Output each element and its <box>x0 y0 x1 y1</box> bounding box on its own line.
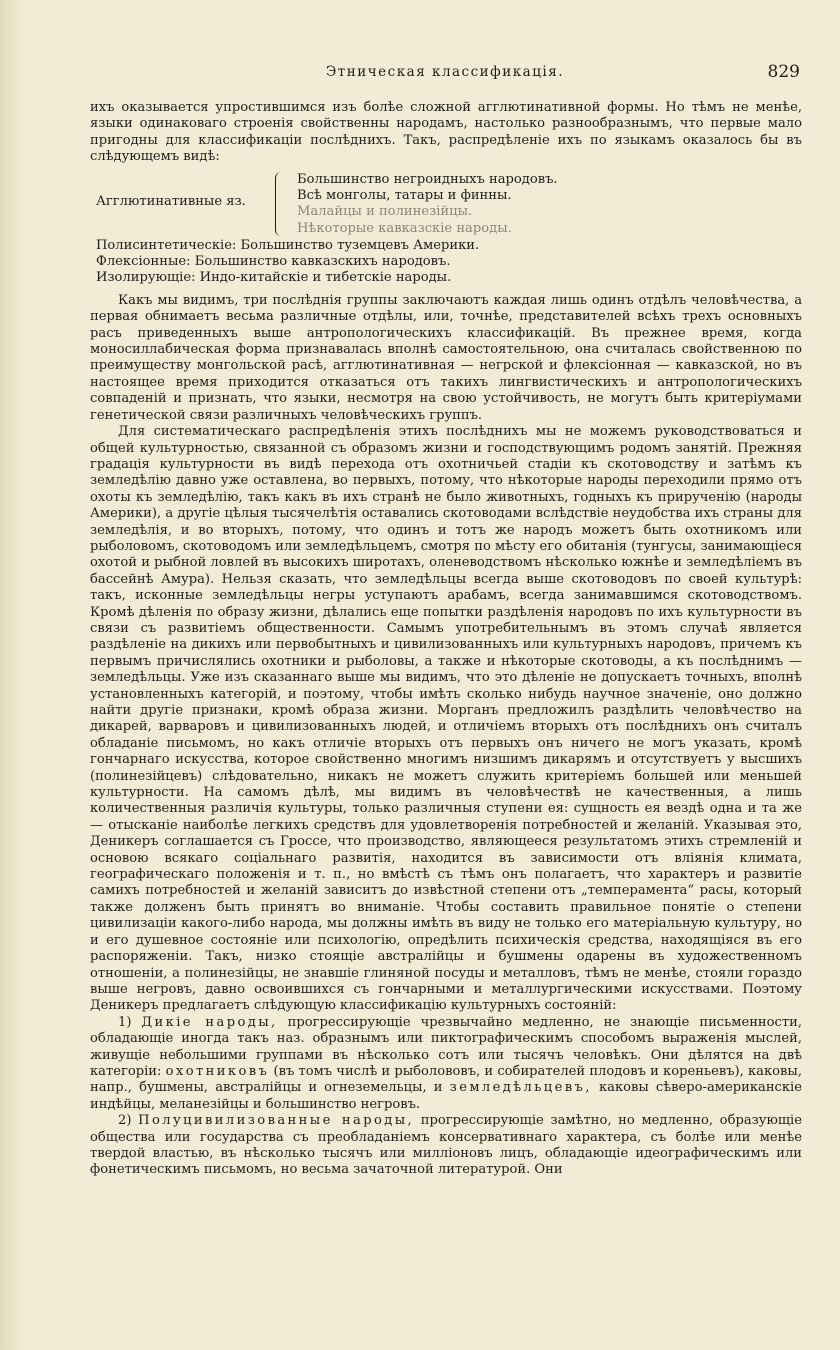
polysynthetic-line: Полисинтетическіе: Большинство туземцевъ Америки. <box>96 237 480 253</box>
agglutinative-group <box>90 172 802 238</box>
page-body <box>90 100 802 1179</box>
page-header <box>90 62 800 86</box>
flexional-line: Флексіонные: Большинство кавказскихъ народовъ. <box>96 254 451 270</box>
list-item: Всѣ монголы, татары и финны. <box>297 188 512 204</box>
item-term-hunters: охотниковъ <box>165 1063 270 1079</box>
paragraph-culture: Для систематическаго распредѣленія этихъ послѣднихъ мы не можемъ руководствоваться и общей культурностью, связанной съ образомъ жизни и господствующимъ родомъ занятій. Прежняя градація культурности въ видѣ перехода отъ охотничьей стадіи къ скотоводству и затѣмъ къ земледѣлію давно уже оставлена, во первыхъ, потому, что нѣкоторые народы переходили прямо отъ охоты къ земледѣлію, такъ какъ въ ихъ странѣ не было животныхъ, годныхъ къ прирученію (народы Америки), а другіе цѣлыя тысячелѣтія оставались скотоводами вслѣдствіе неудобства ихъ страны для земледѣлія, и во вторыхъ, потому, что одинъ и тотъ же народъ можетъ быть охотникомъ или рыболовомъ, скотоводомъ или земледѣльцемъ, смотря по мѣсту его обитанія (тунгусы, занимающіеся охотой и рыбной ловлей въ высокихъ широтахъ, оленеводствомъ нѣсколько южнѣе и земледѣліемъ въ бассейнѣ Амура). Нельзя сказать, что земледѣльцы всегда выше скотоводовъ по своей культурѣ: такъ, исконные земледѣльцы негры уступаютъ арабамъ, всегда занимавшимся скотоводствомъ. Кромѣ дѣленія по образу жизни, дѣлались еще попытки раздѣленія народовъ по ихъ культурности въ связи съ развитіемъ общественности. Самымъ употребительнымъ въ этомъ случаѣ является раздѣленіе на дикихъ или первобытныхъ и цивилизованныхъ или культурныхъ народовъ, причемъ къ первымъ причислялись охотники и рыболовы, а также и нѣкоторые скотоводы, а къ послѣднимъ — земледѣльцы. Уже изъ сказаннаго выше мы видимъ, что это дѣленіе не допускаетъ точныхъ, вполнѣ установленныхъ категорій, и поэтому, чтобы имѣть сколько нибудь научное значеніе, оно должно найти другіе признаки, кромѣ образа жизни. Морганъ предложилъ раздѣлить человѣчество на дикарей, варваровъ и цивилизованныхъ людей, и отличіемъ вторыхъ отъ послѣднихъ онъ считалъ обладаніе письмомъ, но какъ отличіе вторыхъ отъ первыхъ онъ ничего не могъ указать, кромѣ гончарнаго искусства, которое свойственно многимъ низшимъ дикарямъ и отсутствуетъ у высшихъ (полинезійцевъ) слѣдовательно, никакъ не можетъ служить критеріемъ большей или меньшей культурности. На самомъ дѣлѣ, мы видимъ въ человѣчествѣ не качественныя, а лишь количественныя различія культуры, только различныя ступени ея: сущность ея вездѣ одна и та же — отысканіе наиболѣе легкихъ средствъ для удовлетворенія потребностей и желаній. Указывая это, Деникеръ соглашается съ Гроссе, что производство, являющееся результатомъ этихъ стремленій и основою всякаго соціальнаго развитія, находится въ зависимости отъ вліянія климата, географическаго положенія и т. п., но вмѣстѣ съ тѣмъ онъ полагаетъ, что характеръ и развитіе самихъ потребностей и желаній зависитъ до извѣстной степени отъ „темперамента“ расы, который также долженъ быть принятъ во вниманіе. Чтобы составить правильное понятіе о степени цивилизаціи какого-либо народа, мы должны имѣть въ виду не только его матеріальную культуру, но и его душевное состояніе или психологію, опредѣлить психическія средства, находящіяся въ его распоряженіи. Такъ, низко стоящіе австралійцы и бушмены одарены въ художественномъ отношеніи, а полинезійцы, не знавшіе глиняной посуды и металловъ, тѣмъ не менѣе, стояли гораздо выше негровъ, давно освоившихся съ гончарными и металлургическими искусствами. Поэтому Деникеръ предлагаетъ слѣдующую классификацію культурныхъ состояній: <box>90 424 802 1014</box>
agglutinative-list <box>297 172 558 238</box>
list-item: Большинство негроидныхъ народовъ. <box>297 171 558 187</box>
running-title: Этническая классификація. <box>325 64 565 80</box>
item-number: 1) <box>118 1014 132 1030</box>
intro-paragraph: ихъ оказывается упростившимся изъ болѣе сложной агглютинативной формы. Но тѣмъ не менѣе, языки одинаковаго строенія свойственны народамъ, настолько разнообразнымъ, что первые мало пригодны для классификаціи послѣднихъ. Такъ, распредѣленіе ихъ по языкамъ оказалось бы въ слѣдующемъ видѣ: <box>90 100 802 165</box>
item-text: прогрессирующіе чрезвычайно медленно, не знающіе письменности, обладающіе иногда такъ наз. образнымъ или пиктографическимъ способомъ выраженія мыслей, живущіе небольшими группами въ нѣсколько сотъ или тысячъ человѣкъ. Они дѣлятся на двѣ категоріи: <box>90 1014 802 1079</box>
language-classification <box>90 172 802 287</box>
item-term: Полуцивилизованные народы, <box>138 1113 415 1129</box>
numbered-item-savages <box>90 1015 802 1113</box>
agglutinative-label: Агглютинативные яз. <box>96 193 246 209</box>
item-term-farmers: земледѣльцевъ, <box>449 1080 592 1096</box>
item-text: (въ томъ числѣ и рыболововъ, и собирателей плодовъ и кореньевъ), каковы, напр., бушмены, австралійцы и огнеземельцы, и <box>90 1063 802 1096</box>
item-term: Дикіе народы, <box>141 1014 278 1030</box>
item-text: прогрессирующіе замѣтно, но медленно, образующіе общества или государства съ преобладаніемъ консервативнаго характера, съ болѣе или менѣе твердой властью, въ нѣсколько тысячъ или милліоновъ лицъ, обладающіе идеографическимъ или фонетическимъ письмомъ, но весьма зачаточной литературой. Они <box>90 1113 802 1178</box>
page-number: 829 <box>767 62 800 82</box>
item-number: 2) <box>118 1113 132 1129</box>
page-edge-shadow <box>0 0 22 1350</box>
item-text: каковы сѣверо-американскіе индѣйцы, меланезійцы и большинство негровъ. <box>90 1080 802 1112</box>
list-item: Малайцы и полинезійцы. <box>297 204 473 220</box>
curly-brace <box>275 172 284 236</box>
isolating-line: Изолирующіе: Индо-китайскіе и тибетскіе народы. <box>96 270 452 286</box>
numbered-item-semicivilized <box>90 1113 802 1179</box>
list-item: Нѣкоторые кавказскіе народы. <box>297 220 512 236</box>
paragraph-groups: Какъ мы видимъ, три послѣднія группы заключаютъ каждая лишь одинъ отдѣлъ человѣчества, а первая обнимаетъ весьма различные отдѣлы, или, точнѣе, представителей всѣхъ трехъ основныхъ расъ приведенныхъ выше антропологическихъ классификацій. Въ прежнее время, когда моносиллабическая форма признавалась вполнѣ самостоятельною, она считалась свойственною по преимуществу монгольской расѣ, агглютинативная — негрской и флексіонная — кавказской, но въ настоящее время приходится отказаться отъ такихъ лингвистическихъ и антропологическихъ совпаденій и признать, что языки, несмотря на свою устойчивость, не могутъ быть критеріумами генетической связи различныхъ человѣческихъ группъ. <box>90 292 802 423</box>
